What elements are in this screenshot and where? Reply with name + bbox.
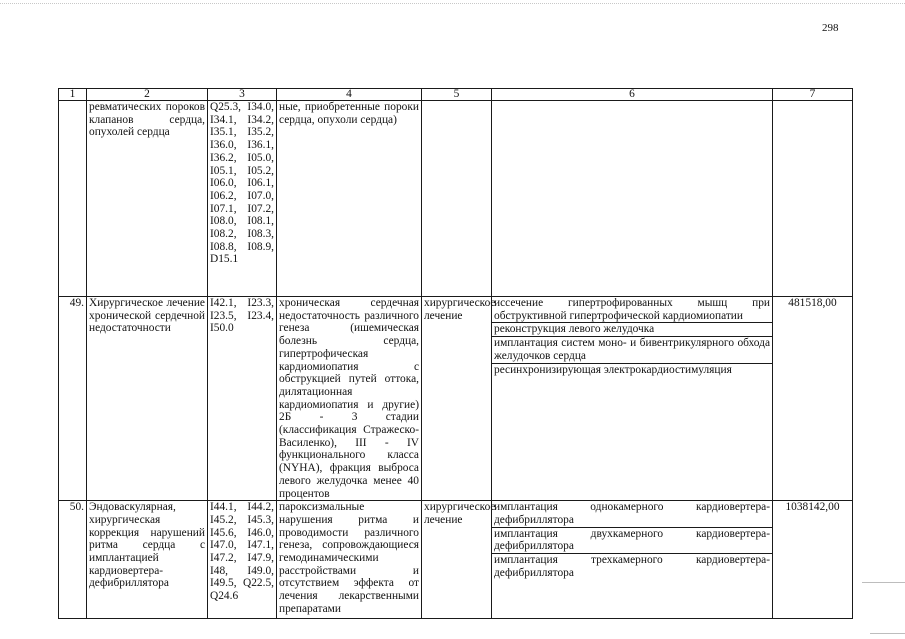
treatment-type: хирургическое лечение (422, 297, 492, 501)
method-cell (492, 101, 773, 297)
price (773, 101, 853, 297)
scan-corner-mark (862, 582, 905, 583)
treatment-method: ресинхронизирующая электрокардиостимуляция (494, 363, 732, 376)
treatment-type: хирургическое лечение (422, 501, 492, 619)
icd-codes: Q25.3, I34.0, I34.1, I34.2, I35.1, I35.2, I36.0, I36.1, I36.2, I05.0, I05.1, I05.2, I06.0, I06.1, I06.2, I07.0, I07.1, I07.2, I08.0, I08.1, I08.2, I08.3, I08.8, I08.9, D15.1 (208, 101, 277, 297)
treatment-method: имплантация двухкамерного кардиовертера-дефибриллятора (494, 527, 770, 553)
column-number: 3 (208, 89, 277, 101)
treatment-method: иссечение гипертрофированных мышц при обструктивной гипертрофической кардиомиопатии (494, 297, 770, 322)
column-number: 1 (59, 89, 87, 101)
treatment-methods (492, 501, 773, 619)
scan-top-edge (0, 3, 905, 4)
services-table (58, 88, 853, 619)
service-name: Хирургическое лечение хронической сердечной недостаточности (87, 297, 208, 501)
treatment-method: имплантация однокамерного кардиовертера-дефибриллятора (494, 501, 770, 526)
treatment-method: имплантация трехкамерного кардиовертера-дефибриллятора (494, 554, 770, 579)
page-number: 298 (822, 22, 839, 34)
patient-model: ные, приобретенные пороки сердца, опухоли сердца) (277, 101, 422, 297)
scan-corner-mark (870, 633, 905, 634)
icd-codes: I44.1, I44.2, I45.2, I45.3, I45.6, I46.0, I47.0, I47.1, I47.2, I47.9, I48, I49.0, I49.5, Q22.5, Q24.6 (208, 501, 277, 619)
price: 481518,00 (773, 297, 853, 501)
column-number: 5 (422, 89, 492, 101)
column-number: 4 (277, 89, 422, 101)
treatment-methods (492, 297, 773, 501)
column-number-row (59, 89, 853, 101)
patient-model: хроническая сердечная недостаточность различного генеза (ишемическая болезнь сердца, гипертрофическая кардиомиопатия с обструкцией путей оттока, дилятационная кардиомиопатия и другие) 2Б - 3 стадии (классификация Стражеско-Василенко), III - IV функционального класса (NYHA), фракция выброса левого желудочка менее 40 процентов (277, 297, 422, 501)
row-number: 49. (59, 297, 87, 501)
row-number (59, 101, 87, 297)
table-row-continuation (59, 101, 853, 297)
treatment-type (422, 101, 492, 297)
column-number: 7 (773, 89, 853, 101)
column-number: 2 (87, 89, 208, 101)
table-row-49 (59, 297, 853, 501)
service-name: Эндоваскулярная, хирургическая коррекция нарушений ритма сердца с имплантацией кардиовертера-дефибриллятора (87, 501, 208, 619)
treatment-method: имплантация систем моно- и бивентрикулярного обхода желудочков сердца (494, 337, 770, 362)
price: 1038142,00 (773, 501, 853, 619)
patient-model: пароксизмальные нарушения ритма и проводимости различного генеза, сопровождающиеся гемодинамическими расстройствами и отсутствием эффекта от лечения лекарственными препаратами (277, 501, 422, 619)
table-row-50 (59, 501, 853, 619)
service-name: ревматических пороков клапанов сердца, опухолей сердца (87, 101, 208, 297)
row-number: 50. (59, 501, 87, 619)
treatment-method: реконструкция левого желудочка (492, 323, 772, 337)
icd-codes: I42.1, I23.3, I23.5, I23.4, I50.0 (208, 297, 277, 501)
column-number: 6 (492, 89, 773, 101)
